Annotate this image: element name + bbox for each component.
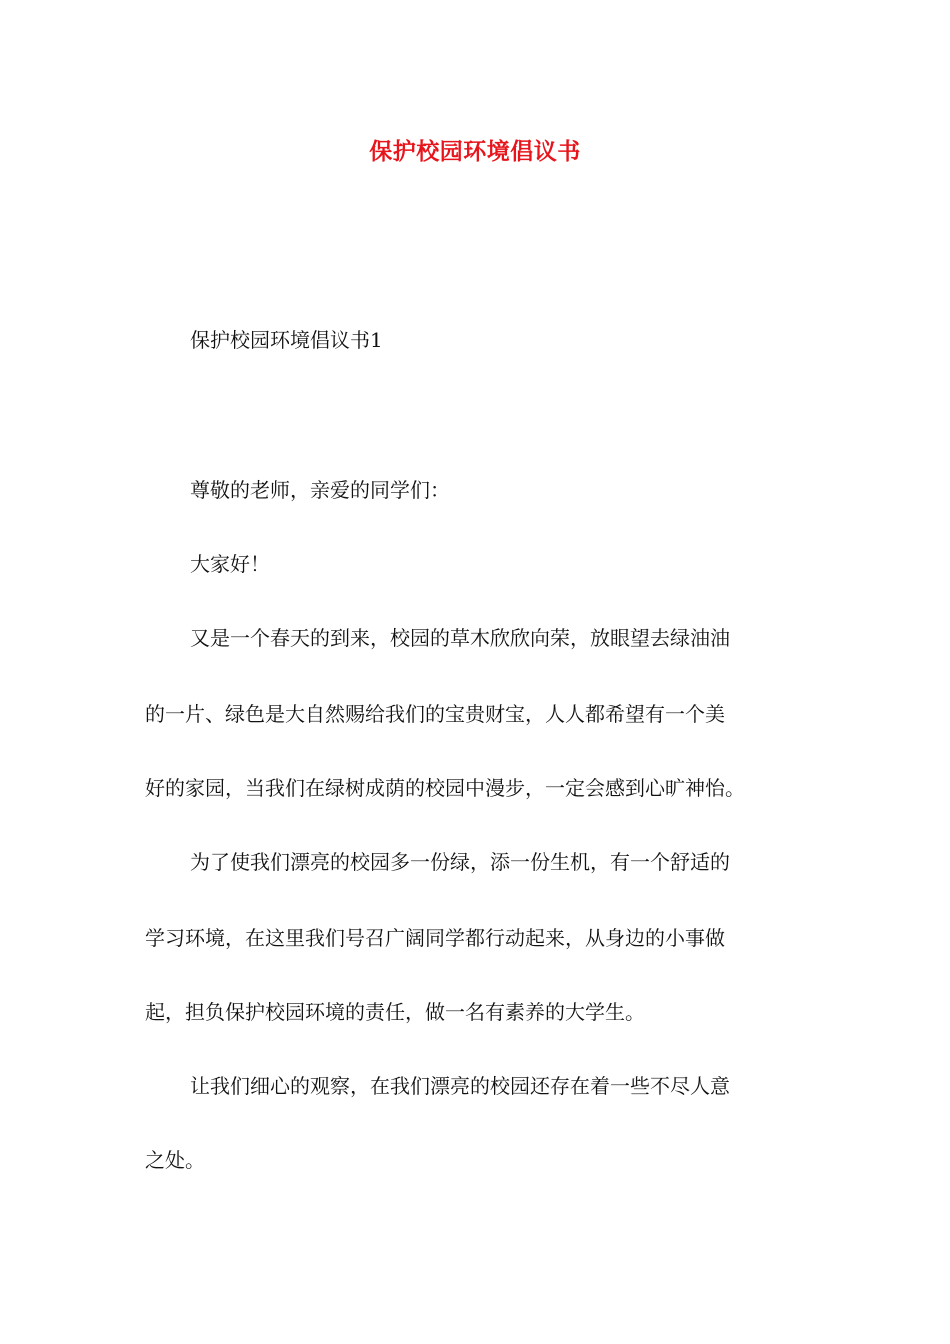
- paragraph-line: 好的家园，当我们在绿树成荫的校园中漫步，一定会感到心旷神怡。: [145, 776, 745, 800]
- paragraph-line: 为了使我们漂亮的校园多一份绿，添一份生机，有一个舒适的: [190, 850, 730, 874]
- paragraph-line: 学习环境，在这里我们号召广阔同学都行动起来，从身边的小事做: [145, 926, 725, 950]
- salutation: 尊敬的老师，亲爱的同学们：: [190, 478, 450, 502]
- document-title: 保护校园环境倡议书: [369, 138, 581, 165]
- paragraph-line: 的一片、绿色是大自然赐给我们的宝贵财宝，人人都希望有一个美: [145, 702, 725, 726]
- paragraph-line: 又是一个春天的到来，校园的草木欣欣向荣，放眼望去绿油油: [190, 626, 730, 650]
- paragraph-line: 之处。: [145, 1148, 205, 1172]
- greeting: 大家好！: [190, 552, 270, 576]
- paragraph-line: 让我们细心的观察，在我们漂亮的校园还存在着一些不尽人意: [190, 1074, 730, 1098]
- paragraph-line: 起，担负保护校园环境的责任，做一名有素养的大学生。: [145, 1000, 645, 1024]
- section-heading: 保护校园环境倡议书1: [190, 328, 383, 352]
